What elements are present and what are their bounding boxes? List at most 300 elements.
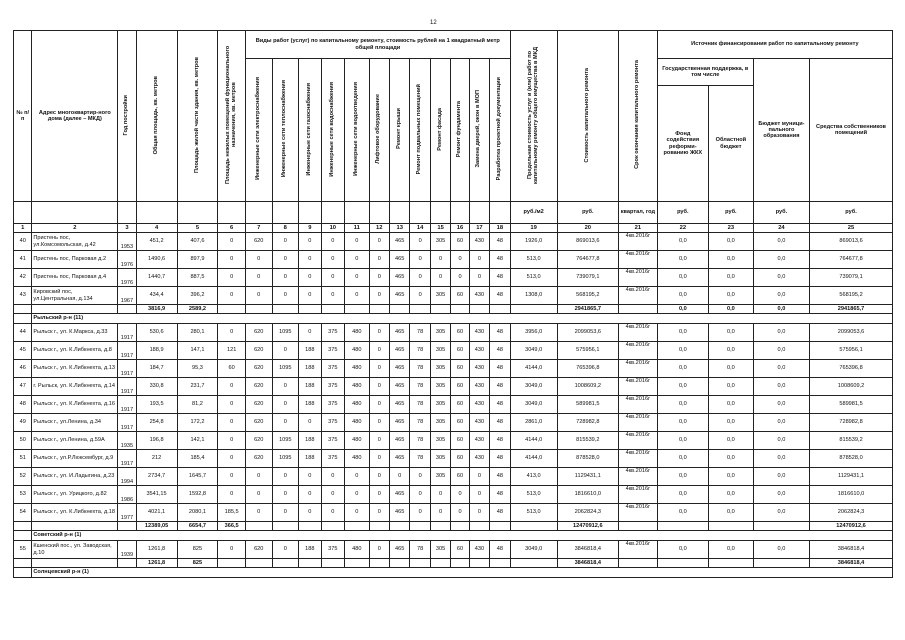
row-municipal: 0,0 [753,414,809,432]
row-year: 1976 [118,251,136,269]
row-work-cost: 188 [299,360,321,378]
row-municipal: 0,0 [753,541,809,559]
row-work-cost: 430 [469,396,489,414]
row-fund: 0,0 [657,468,708,486]
total-empty [618,522,657,531]
row-work-cost: 620 [245,396,272,414]
row-work-cost: 48 [490,269,511,287]
header-work-5: Инженерные сети водоотведения [345,59,370,202]
row-regional: 0,0 [708,468,753,486]
row-work-cost: 465 [390,541,410,559]
row-work-cost: 0 [272,414,299,432]
row-work-cost: 0 [410,504,430,522]
row-total-area: 184,7 [136,360,177,378]
total-empty [490,305,511,314]
row-regional: 0,0 [708,432,753,450]
row-repair-cost: 589981,5 [557,396,618,414]
unit-cell [369,202,389,224]
row-fund: 0,0 [657,450,708,468]
row-regional: 0,0 [708,450,753,468]
total-empty [451,522,469,531]
row-nonliving-area: 0 [218,432,246,450]
row-work-cost: 465 [390,233,410,251]
row-work-cost: 0 [451,486,469,504]
column-number: 1 [14,224,32,233]
header-nonliving-area: Площадь нежилых помещений функционального назначения, кв. метров [218,31,246,202]
row-year: 1994 [118,468,136,486]
row-deadline: 4кв.2016г [618,541,657,559]
row-work-cost: 620 [245,378,272,396]
row-work-cost: 305 [430,450,450,468]
column-number: 19 [510,224,557,233]
total-fund [657,522,708,531]
row-work-cost: 60 [451,360,469,378]
column-number: 16 [451,224,469,233]
unit-cell [390,202,410,224]
row-work-cost: 0 [321,233,345,251]
row-number: 52 [14,468,32,486]
total-empty [510,522,557,531]
row-number: 47 [14,378,32,396]
row-work-cost: 375 [321,432,345,450]
row-work-cost: 430 [469,287,489,305]
row-work-cost: 0 [369,450,389,468]
row-municipal: 0,0 [753,342,809,360]
row-work-cost: 375 [321,541,345,559]
row-nonliving-area: 185,5 [218,504,246,522]
total-empty [345,305,370,314]
row-work-cost: 430 [469,432,489,450]
row-work-cost: 78 [410,432,430,450]
row-work-cost: 48 [490,287,511,305]
row-work-cost: 480 [345,324,370,342]
row-work-cost: 1095 [272,324,299,342]
district-row [14,568,893,578]
row-work-cost: 0 [299,504,321,522]
total-empty [451,559,469,568]
row-number: 43 [14,287,32,305]
unit-cell [245,202,272,224]
row-work-cost: 0 [469,504,489,522]
row-work-cost: 375 [321,378,345,396]
total-own: 2941865,7 [810,305,893,314]
total-nonliving: 366,5 [218,522,246,531]
row-work-cost: 0 [469,468,489,486]
row-work-cost: 48 [490,360,511,378]
row-owners: 869013,6 [810,233,893,251]
row-work-cost: 305 [430,342,450,360]
row-address: Пристень пос, Парковая д.4 [32,269,118,287]
total-empty [118,559,136,568]
row-work-cost: 375 [321,450,345,468]
row-work-cost: 48 [490,432,511,450]
row-nonliving-area: 0 [218,541,246,559]
row-limit-cost: 513,0 [510,486,557,504]
row-work-cost: 0 [299,269,321,287]
row-fund: 0,0 [657,251,708,269]
row-work-cost: 465 [390,414,410,432]
row-nonliving-area: 0 [218,269,246,287]
row-total-area: 193,5 [136,396,177,414]
column-number: 14 [410,224,430,233]
row-deadline: 4кв.2016г [618,378,657,396]
row-nonliving-area: 0 [218,324,246,342]
row-work-cost: 0 [369,486,389,504]
row-owners: 2062824,3 [810,504,893,522]
row-work-cost: 60 [451,378,469,396]
row-deadline: 4кв.2016г [618,324,657,342]
total-empty [510,305,557,314]
table-row [14,378,893,396]
row-deadline: 4кв.2016г [618,468,657,486]
column-number: 18 [490,224,511,233]
row-work-cost: 188 [299,541,321,559]
total-empty [299,305,321,314]
row-limit-cost: 3049,0 [510,396,557,414]
row-work-cost: 0 [369,378,389,396]
row-work-cost: 305 [430,287,450,305]
row-work-cost: 465 [390,269,410,287]
row-work-cost: 465 [390,287,410,305]
row-repair-cost: 575956,1 [557,342,618,360]
column-number: 7 [245,224,272,233]
row-number: 48 [14,396,32,414]
total-empty [618,305,657,314]
row-work-cost: 0 [299,468,321,486]
row-regional: 0,0 [708,414,753,432]
row-total-area: 212 [136,450,177,468]
table-row [14,269,893,287]
row-work-cost: 188 [299,450,321,468]
row-address: Рыльск г., ул. К.Либкнехта, д.8 [32,342,118,360]
total-reg [708,522,753,531]
row-address: Рыльск г., ул. Урицкого, д.82 [32,486,118,504]
total-empty [345,522,370,531]
row-work-cost: 620 [245,342,272,360]
row-fund: 0,0 [657,342,708,360]
row-limit-cost: 3049,0 [510,541,557,559]
header-work-11: Замена дверей, окон в МОП [469,59,489,202]
row-fund: 0,0 [657,396,708,414]
row-work-cost: 48 [490,378,511,396]
row-total-area: 330,8 [136,378,177,396]
row-work-cost: 465 [390,504,410,522]
total-empty [451,305,469,314]
row-work-cost: 48 [490,468,511,486]
row-nonliving-area: 0 [218,287,246,305]
row-living-area: 1592,8 [177,486,218,504]
total-cost: 3846818,4 [557,559,618,568]
total-own: 12470912,6 [810,522,893,531]
header-no: № п/п [14,31,32,202]
total-living: 6654,7 [177,522,218,531]
column-numbers-row [14,224,893,233]
district-row [14,531,893,541]
row-deadline: 4кв.2016г [618,504,657,522]
row-owners: 568195,2 [810,287,893,305]
row-work-cost: 480 [345,450,370,468]
row-municipal: 0,0 [753,287,809,305]
row-fund: 0,0 [657,378,708,396]
row-living-area: 142,1 [177,432,218,450]
row-limit-cost: 1926,0 [510,233,557,251]
row-nonliving-area: 121 [218,342,246,360]
row-owners: 728982,8 [810,414,893,432]
row-work-cost: 0 [451,251,469,269]
total-empty [390,559,410,568]
row-repair-cost: 878528,0 [557,450,618,468]
row-work-cost: 0 [410,287,430,305]
row-work-cost: 620 [245,414,272,432]
row-work-cost: 620 [245,541,272,559]
total-cost: 12470912,6 [557,522,618,531]
row-work-cost: 305 [430,541,450,559]
row-work-cost: 188 [299,396,321,414]
row-living-area: 407,6 [177,233,218,251]
row-nonliving-area: 0 [218,450,246,468]
row-limit-cost: 4144,0 [510,360,557,378]
row-owners: 878528,0 [810,450,893,468]
row-repair-cost: 2099053,6 [557,324,618,342]
row-work-cost: 480 [345,432,370,450]
column-number: 4 [136,224,177,233]
row-deadline: 4кв.2016г [618,432,657,450]
row-regional: 0,0 [708,324,753,342]
row-work-cost: 0 [345,233,370,251]
row-owners: 575956,1 [810,342,893,360]
total-empty [32,559,118,568]
unit-municipal: руб. [753,202,809,224]
row-year: 1917 [118,324,136,342]
row-number: 45 [14,342,32,360]
row-municipal: 0,0 [753,251,809,269]
row-work-cost: 0 [369,504,389,522]
row-number: 51 [14,450,32,468]
total-area: 12389,05 [136,522,177,531]
header-living-area: Площадь жилой части здания, кв. метров [177,31,218,202]
header-work-12: Разработка проектной документации [490,59,511,202]
row-work-cost: 480 [345,396,370,414]
row-work-cost: 0 [272,287,299,305]
row-fund: 0,0 [657,233,708,251]
total-empty [118,305,136,314]
header-owners: Средства собственников помещений [810,59,893,202]
row-total-area: 196,8 [136,432,177,450]
row-number: 40 [14,233,32,251]
row-work-cost: 0 [245,251,272,269]
row-work-cost: 430 [469,324,489,342]
row-work-cost: 78 [410,396,430,414]
row-living-area: 147,1 [177,342,218,360]
table-row [14,396,893,414]
row-nonliving-area: 0 [218,251,246,269]
total-reg: 0,0 [708,305,753,314]
row-work-cost: 0 [321,468,345,486]
row-living-area: 280,1 [177,324,218,342]
row-regional: 0,0 [708,396,753,414]
row-work-cost: 465 [390,432,410,450]
total-empty [321,305,345,314]
table-row [14,486,893,504]
row-work-cost: 188 [299,342,321,360]
row-work-cost: 0 [299,287,321,305]
row-address: Кировский пос, ул.Центральная, д.134 [32,287,118,305]
row-owners: 589981,5 [810,396,893,414]
table-row [14,504,893,522]
total-fund: 0,0 [657,305,708,314]
row-work-cost: 60 [451,396,469,414]
row-total-area: 2734,7 [136,468,177,486]
row-limit-cost: 513,0 [510,504,557,522]
row-living-area: 1645,7 [177,468,218,486]
total-reg [708,559,753,568]
row-work-cost: 0 [469,486,489,504]
row-work-cost: 48 [490,450,511,468]
district-name: Солнцевский р-н (1) [32,568,893,578]
total-row [14,305,893,314]
row-work-cost: 0 [410,468,430,486]
row-work-cost: 0 [272,342,299,360]
total-living: 825 [177,559,218,568]
row-repair-cost: 764677,8 [557,251,618,269]
row-regional: 0,0 [708,287,753,305]
total-row [14,522,893,531]
row-work-cost: 0 [369,251,389,269]
unit-cell [32,202,118,224]
row-repair-cost: 869013,6 [557,233,618,251]
row-limit-cost: 3049,0 [510,342,557,360]
unit-cell [118,202,136,224]
header-work-2: Инженерные сети теплоснабжения [272,59,299,202]
row-work-cost: 480 [345,342,370,360]
row-address: Пристень пос, ул.Комсомольская, д.42 [32,233,118,251]
row-work-cost: 1095 [272,450,299,468]
row-work-cost: 0 [369,233,389,251]
total-living: 2589,2 [177,305,218,314]
row-regional: 0,0 [708,269,753,287]
row-repair-cost: 728982,8 [557,414,618,432]
row-year: 1917 [118,342,136,360]
header-work-1: Инженерные сети электроснабжения [245,59,272,202]
row-work-cost: 0 [369,342,389,360]
row-municipal: 0,0 [753,396,809,414]
table-header [14,31,893,233]
header-work-4: Инженерные сети водоснабжения [321,59,345,202]
row-nonliving-area: 0 [218,468,246,486]
total-area: 3816,9 [136,305,177,314]
row-work-cost: 305 [430,378,450,396]
row-work-cost: 78 [410,360,430,378]
row-work-cost: 620 [245,324,272,342]
row-owners: 1008609,2 [810,378,893,396]
district-name: Советский р-н (1) [32,531,893,541]
unit-limit: руб./м2 [510,202,557,224]
row-living-area: 185,4 [177,450,218,468]
row-municipal: 0,0 [753,360,809,378]
row-work-cost: 0 [410,233,430,251]
row-work-cost: 0 [369,414,389,432]
row-total-area: 530,6 [136,324,177,342]
row-work-cost: 0 [299,486,321,504]
row-repair-cost: 1129431,1 [557,468,618,486]
row-limit-cost: 3049,0 [510,378,557,396]
row-work-cost: 78 [410,450,430,468]
row-owners: 764677,8 [810,251,893,269]
row-deadline: 4кв.2016г [618,342,657,360]
row-work-cost: 78 [410,541,430,559]
column-number: 6 [218,224,246,233]
header-repair-cost: Стоимость капитального ремонта [557,31,618,202]
row-number: 49 [14,414,32,432]
row-work-cost: 465 [390,396,410,414]
table-row [14,324,893,342]
row-work-cost: 620 [245,432,272,450]
row-work-cost: 0 [345,486,370,504]
row-work-cost: 0 [369,269,389,287]
row-work-cost: 0 [272,468,299,486]
row-work-cost: 0 [299,414,321,432]
row-total-area: 4021,1 [136,504,177,522]
row-fund: 0,0 [657,414,708,432]
total-empty [245,559,272,568]
row-limit-cost: 513,0 [510,251,557,269]
total-area: 1261,8 [136,559,177,568]
row-repair-cost: 3846818,4 [557,541,618,559]
row-year: 1917 [118,378,136,396]
header-work-10: Ремонт фундамента [451,59,469,202]
table-row [14,251,893,269]
total-empty [469,559,489,568]
row-work-cost: 430 [469,342,489,360]
row-limit-cost: 4144,0 [510,450,557,468]
row-number: 50 [14,432,32,450]
total-empty [321,559,345,568]
column-number: 20 [557,224,618,233]
row-work-cost: 375 [321,324,345,342]
row-work-cost: 0 [272,251,299,269]
header-work-3: Инженерные сети газоснабжения [299,59,321,202]
total-empty [321,522,345,531]
header-fund: Фонд содействия реформи-рованию ЖКХ [657,86,708,202]
row-deadline: 4кв.2016г [618,360,657,378]
unit-cell [410,202,430,224]
row-number: 46 [14,360,32,378]
total-mun [753,522,809,531]
row-work-cost: 305 [430,396,450,414]
total-empty [430,559,450,568]
row-municipal: 0,0 [753,378,809,396]
row-work-cost: 1095 [272,432,299,450]
total-empty [345,559,370,568]
row-work-cost: 0 [299,233,321,251]
row-number: 44 [14,324,32,342]
row-total-area: 188,9 [136,342,177,360]
row-address: Кшенский пос., ул. Заводская, д.10 [32,541,118,559]
row-number: 41 [14,251,32,269]
row-year: 1917 [118,450,136,468]
row-work-cost: 465 [390,486,410,504]
total-empty [14,522,32,531]
row-address: Рыльск г., ул. К.Маркса, д.33 [32,324,118,342]
row-limit-cost: 2861,0 [510,414,557,432]
total-fund [657,559,708,568]
row-total-area: 1440,7 [136,269,177,287]
row-address: Рыльск г., ул. К.Либкнехта, д.18 [32,504,118,522]
row-living-area: 231,7 [177,378,218,396]
row-work-cost: 48 [490,396,511,414]
row-work-cost: 0 [390,468,410,486]
row-work-cost: 0 [430,269,450,287]
